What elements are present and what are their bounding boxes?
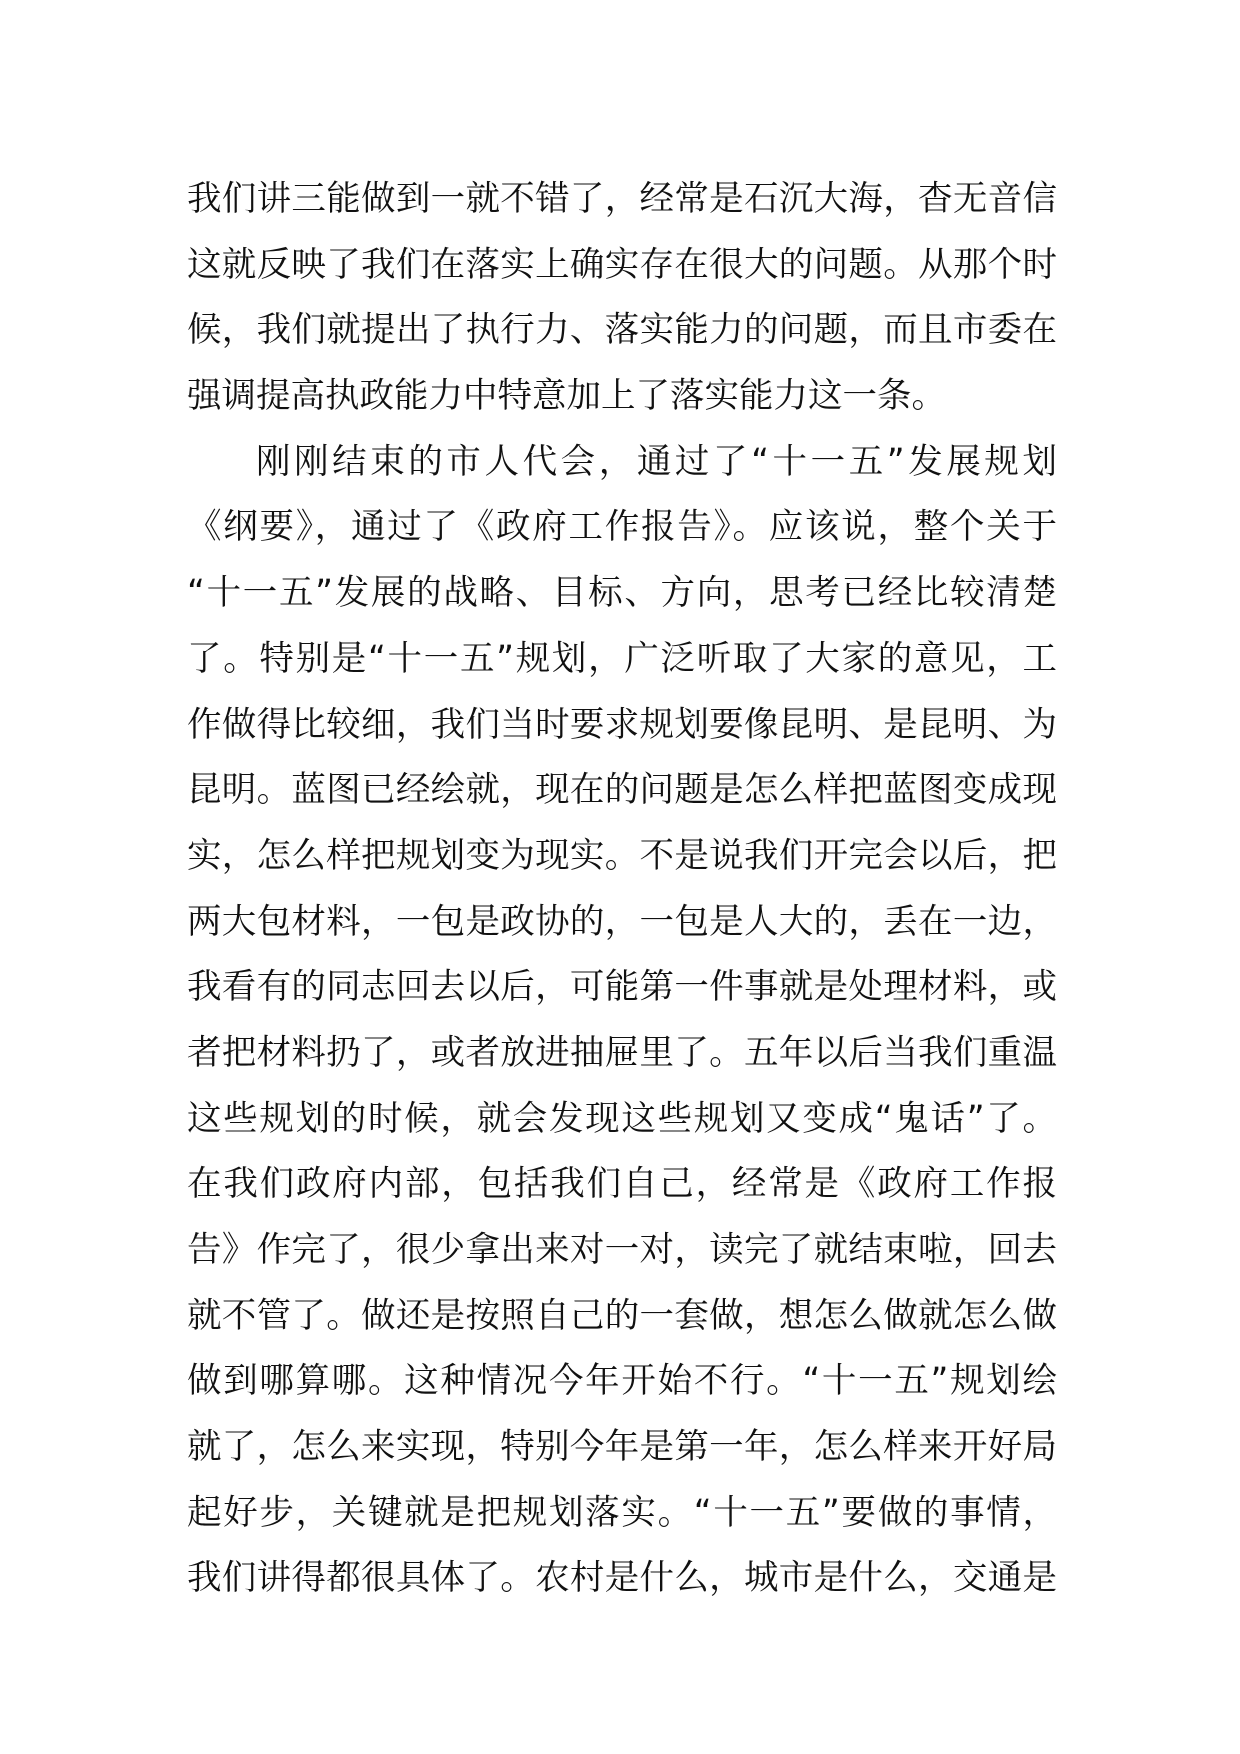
line-text: 实，怎么样把规划变为现实。不是说我们开完会以后，把 — [187, 835, 1057, 876]
text-line — [187, 167, 1057, 233]
text-line — [187, 1546, 1057, 1612]
text-line — [187, 824, 1057, 890]
line-text: 就了，怎么来实现，特别今年是第一年，怎么样来开好局 — [187, 1427, 1057, 1468]
line-text: 这就反映了我们在落实上确实存在很大的问题。从那个时 — [187, 244, 1057, 285]
line-text: 强调提高执政能力中特意加上了落实能力这一条。 — [187, 376, 946, 417]
text-line — [187, 890, 1057, 956]
line-text: 在我们政府内部，包括我们自己，经常是《政府工作报 — [187, 1164, 1057, 1205]
text-line — [187, 1087, 1057, 1153]
text-line — [187, 758, 1057, 824]
paragraph-start-line — [187, 430, 1057, 496]
line-text: 昆明。蓝图已经绘就，现在的问题是怎么样把蓝图变成现 — [187, 770, 1057, 811]
line-text: 者把材料扔了，或者放进抽屉里了。五年以后当我们重温 — [187, 1032, 1057, 1073]
text-line — [187, 1481, 1057, 1547]
line-text: 我们讲三能做到一就不错了，经常是石沉大海，杳无音信 — [187, 179, 1057, 219]
line-text: 做到哪算哪。这种情况今年开始不行。“十一五”规划绘 — [187, 1361, 1057, 1402]
text-line — [187, 1218, 1057, 1284]
body-text — [187, 167, 1057, 1612]
line-text: 这些规划的时候，就会发现这些规划又变成“鬼话”了。 — [187, 1098, 1057, 1139]
line-text: 作做得比较细，我们当时要求规划要像昆明、是昆明、为 — [187, 704, 1057, 745]
text-line — [187, 1349, 1057, 1415]
text-line — [187, 955, 1057, 1021]
text-line — [187, 693, 1057, 759]
line-text: 告》作完了，很少拿出来对一对，读完了就结束啦，回去 — [187, 1230, 1057, 1270]
line-text: 候，我们就提出了执行力、落实能力的问题，而且市委在 — [187, 310, 1057, 351]
line-text: 两大包材料，一包是政协的，一包是人大的，丢在一边， — [187, 901, 1057, 942]
text-line — [187, 627, 1057, 693]
text-line — [187, 1415, 1057, 1481]
text-line — [187, 1284, 1057, 1350]
text-line — [187, 561, 1057, 627]
line-text: 《纲要》，通过了《政府工作报告》。应该说，整个关于 — [187, 507, 1057, 548]
text-line — [187, 1021, 1057, 1087]
text-line — [187, 298, 1057, 364]
paragraph-end-line — [187, 364, 1057, 430]
line-text: “十一五”发展的战略、目标、方向，思考已经比较清楚 — [187, 573, 1057, 614]
line-text: 我们讲得都很具体了。农村是什么，城市是什么，交通是 — [187, 1558, 1057, 1599]
line-text: 就不管了。做还是按照自己的一套做，想怎么做就怎么做 — [187, 1295, 1057, 1336]
line-text: 了。特别是“十一五”规划，广泛听取了大家的意见，工 — [187, 638, 1057, 679]
line-text: 起好步，关键就是把规划落实。“十一五”要做的事情， — [187, 1492, 1057, 1533]
line-text: 我看有的同志回去以后，可能第一件事就是处理材料，或 — [187, 967, 1057, 1008]
text-line — [187, 495, 1057, 561]
text-line — [187, 1152, 1057, 1218]
text-line — [187, 233, 1057, 299]
line-text: 刚刚结束的市人代会，通过了“十一五”发展规划 — [256, 441, 1057, 482]
